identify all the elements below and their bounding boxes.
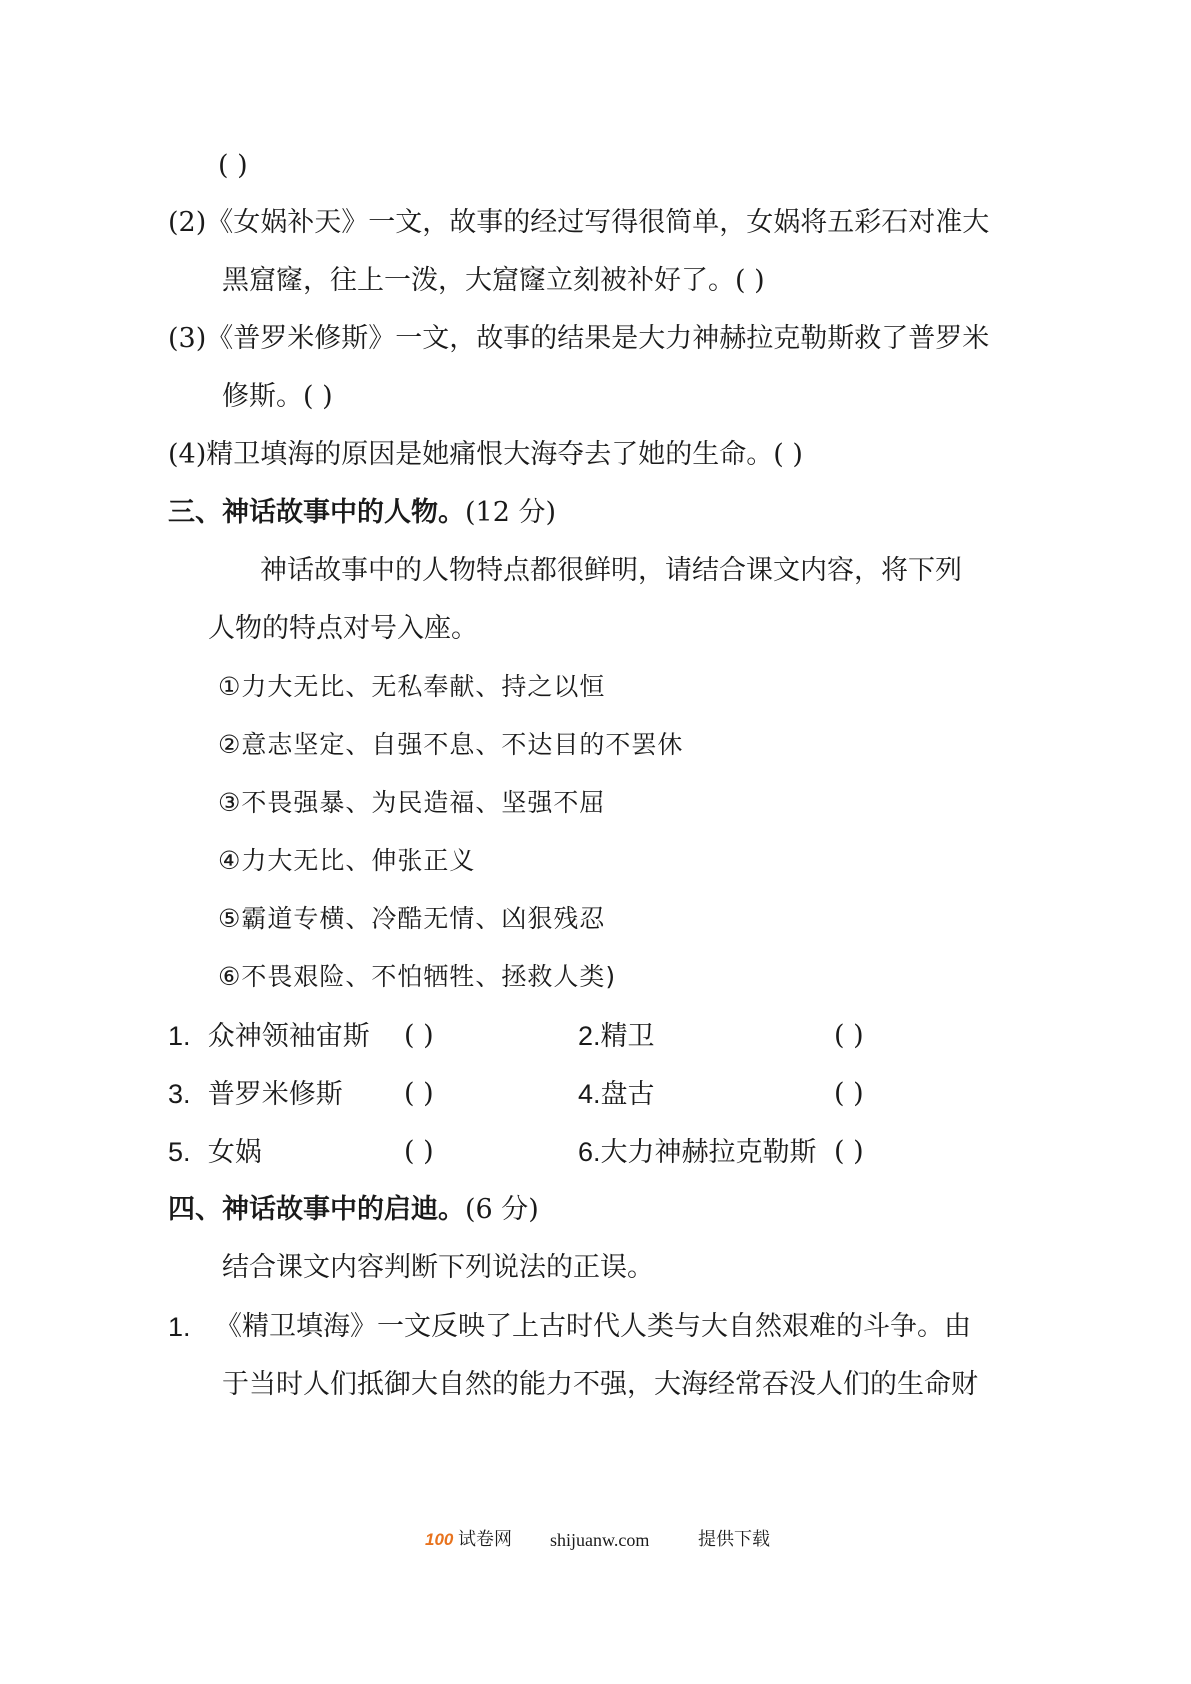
question-3-line-1: (3)《普罗米修斯》一文，故事的结果是大力神赫拉克勒斯救了普罗米 <box>168 323 990 354</box>
section-4-item-1-line-1: 《精卫填海》一文反映了上古时代人类与大自然艰难的斗争。由 <box>215 1311 971 1342</box>
match-item-1: 1. 众神领袖宙斯 <box>168 1021 370 1052</box>
question-3-line-2: 修斯。( ) <box>222 381 333 412</box>
answer-blank: ( ) <box>218 150 248 181</box>
site-brand: 试卷网 <box>458 1529 512 1550</box>
match-blank-1: ( ) <box>404 1020 434 1051</box>
match-blank-3: ( ) <box>404 1078 434 1109</box>
section-4-heading <box>168 1192 539 1228</box>
section-3-score: (12 分) <box>465 497 557 528</box>
match-item-6: 6.大力神赫拉克勒斯 <box>578 1137 817 1168</box>
section-3-intro-line-2: 人物的特点对号入座。 <box>208 613 478 644</box>
section-4-item-1-number: 1. <box>168 1312 191 1342</box>
trait-5: ⑤霸道专横、冷酷无情、凶狠残忍 <box>218 904 606 933</box>
trait-4: ④力大无比、伸张正义 <box>218 846 476 875</box>
section-4-item-1-line-2: 于当时人们抵御大自然的能力不强，大海经常吞没人们的生命财 <box>222 1369 978 1400</box>
trait-3: ③不畏强暴、为民造福、坚强不屈 <box>218 788 606 817</box>
match-blank-4: ( ) <box>834 1078 864 1109</box>
match-item-4: 4.盘古 <box>578 1079 655 1110</box>
section-3-heading <box>168 495 556 531</box>
trait-2: ②意志坚定、自强不息、不达目的不罢休 <box>218 730 684 759</box>
site-url[interactable]: shijuanw.com <box>550 1530 650 1550</box>
section-3-intro-line-1: 神话故事中的人物特点都很鲜明，请结合课文内容，将下列 <box>260 555 962 586</box>
section-4-score: (6 分) <box>465 1194 539 1225</box>
section-3-title: 三、神话故事中的人物。 <box>168 497 465 528</box>
trait-1: ①力大无比、无私奉献、持之以恒 <box>218 672 606 701</box>
question-4: (4)精卫填海的原因是她痛恨大海夺去了她的生命。( ) <box>168 439 803 470</box>
match-item-3: 3. 普罗米修斯 <box>168 1079 343 1110</box>
match-item-5: 5. 女娲 <box>168 1137 262 1168</box>
section-4-intro: 结合课文内容判断下列说法的正误。 <box>222 1252 654 1283</box>
question-2-line-2: 黑窟窿，往上一泼，大窟窿立刻被补好了。( ) <box>222 265 765 296</box>
match-blank-2: ( ) <box>834 1020 864 1051</box>
download-note: 提供下载 <box>698 1529 770 1550</box>
match-blank-5: ( ) <box>404 1136 434 1167</box>
match-blank-6: ( ) <box>834 1136 864 1167</box>
match-item-2: 2.精卫 <box>578 1021 655 1052</box>
site-logo: 100 <box>425 1530 454 1549</box>
question-2-line-1: (2)《女娲补天》一文，故事的经过写得很简单，女娲将五彩石对准大 <box>168 207 990 238</box>
trait-6: ⑥不畏艰险、不怕牺牲、拯救人类) <box>218 962 617 991</box>
section-4-title: 四、神话故事中的启迪。 <box>168 1194 465 1225</box>
